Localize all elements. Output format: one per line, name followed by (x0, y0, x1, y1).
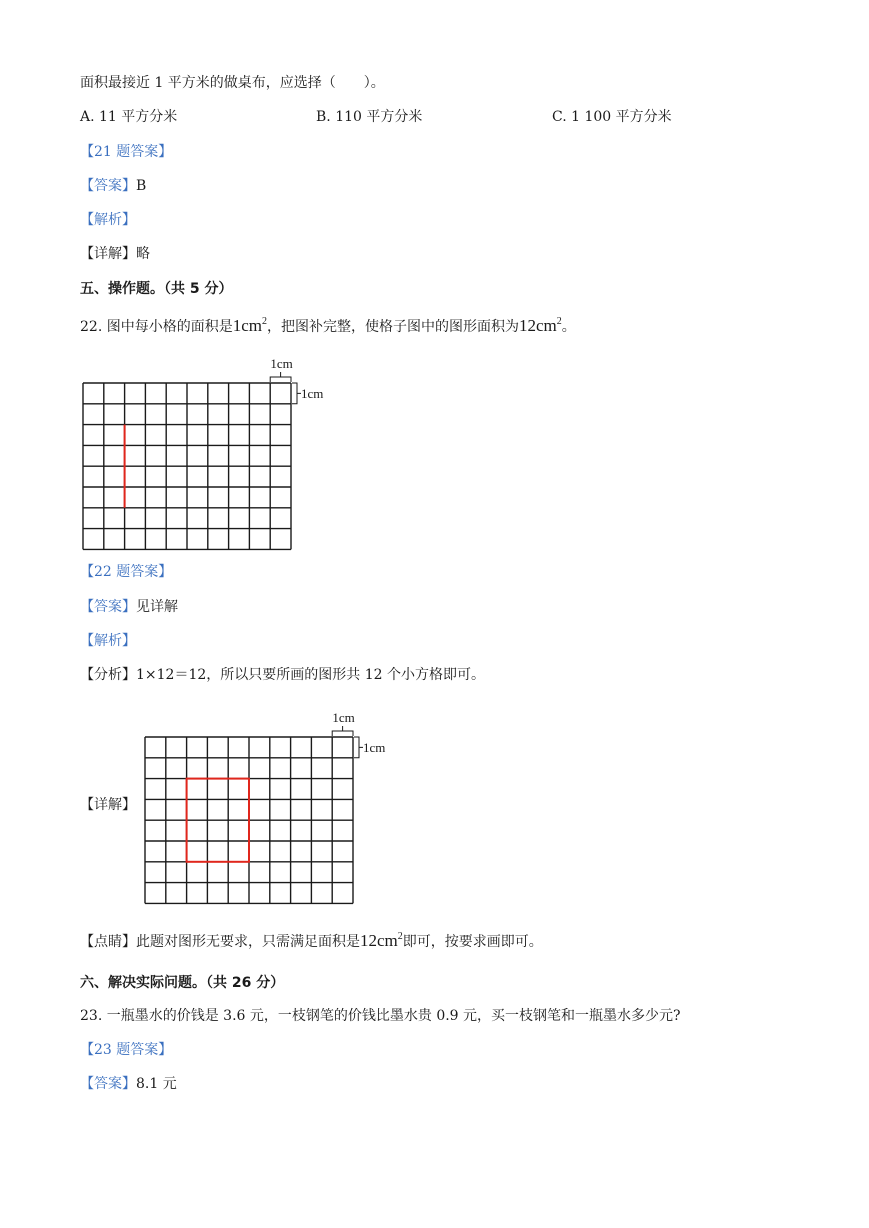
q21-option-a: A. 11 平方分米 (80, 109, 178, 125)
q22-answer-height-label: 1cm (363, 739, 386, 755)
q21-option-b: B. 110 平方分米 (316, 109, 423, 125)
q22-target-area-value: 12cm (519, 316, 557, 335)
q22-question-width-bracket (270, 372, 291, 382)
q23-answer-line (80, 1074, 177, 1094)
q22-question-height-bracket (292, 383, 301, 404)
section-6-title: 六、解决实际问题。（共 26 分） (80, 975, 285, 991)
q21-answer: B (136, 178, 147, 194)
q22-stem-a: 22. 图中每小格的面积是 (80, 319, 233, 335)
q22-unit-area-exp: 2 (262, 316, 267, 327)
q22-answer: 见详解 (136, 599, 178, 615)
detail-tag: 【详解】 (80, 246, 136, 262)
q22-comment-a: 【点睛】此题对图形无要求，只需满足面积是 (80, 934, 360, 950)
q22-detail-tag: 【详解】 (80, 797, 136, 813)
answer-tag: 【答案】 (80, 1076, 136, 1092)
q22-analysis-tag: 【解析】 (80, 633, 136, 649)
q21-answer-header: 【21 题答案】 (80, 144, 173, 160)
q22-comment-area-value: 12cm (360, 931, 398, 950)
q22-stem-c: 。 (561, 319, 576, 335)
q22-comment-area (360, 931, 403, 950)
q22-comment-b: 即可，按要求画即可。 (402, 934, 543, 950)
q22-question-height-label: 1cm (301, 385, 324, 401)
q22-answer-width-bracket (332, 726, 353, 736)
q23-answer: 8.1 元 (136, 1076, 177, 1092)
answer-tag: 【答案】 (80, 178, 136, 194)
q21-analysis-tag: 【解析】 (80, 212, 136, 228)
q22-stem-b: ，把图补完整，使格子图中的图形面积为 (267, 319, 519, 335)
q22-unit-area-value: 1cm (232, 316, 262, 335)
section-5-title: 五、操作题。（共 5 分） (80, 281, 233, 297)
q22-answer-line (80, 597, 178, 617)
q22-target-area-exp: 2 (556, 316, 562, 327)
q22-answer-header: 【22 题答案】 (80, 564, 173, 580)
q22-answer-height-bracket (354, 737, 363, 758)
q22-analysis-line: 【分析】1×12＝12，所以只要所画的图形共 12 个小方格即可。 (80, 667, 485, 683)
q22-question-grid (83, 383, 291, 549)
q23-stem: 23. 一瓶墨水的价钱是 3.6 元，一枝钢笔的价钱比墨水贵 0.9 元，买一枝钢笔和一瓶墨水多少元? (80, 1008, 681, 1024)
q22-comment (80, 931, 543, 952)
q21-option-c: C. 1 100 平方分米 (552, 109, 672, 125)
q21-stem: 面积最接近 1 平方米的做桌布，应选择（ ）。 (80, 75, 385, 91)
q23-answer-header: 【23 题答案】 (80, 1042, 173, 1058)
q21-detail: 略 (136, 246, 150, 262)
q22-comment-area-exp: 2 (397, 931, 403, 942)
q22-question-width-label: 1cm (270, 356, 293, 371)
q22-answer-width-label: 1cm (332, 710, 355, 725)
answer-tag: 【答案】 (80, 599, 136, 615)
